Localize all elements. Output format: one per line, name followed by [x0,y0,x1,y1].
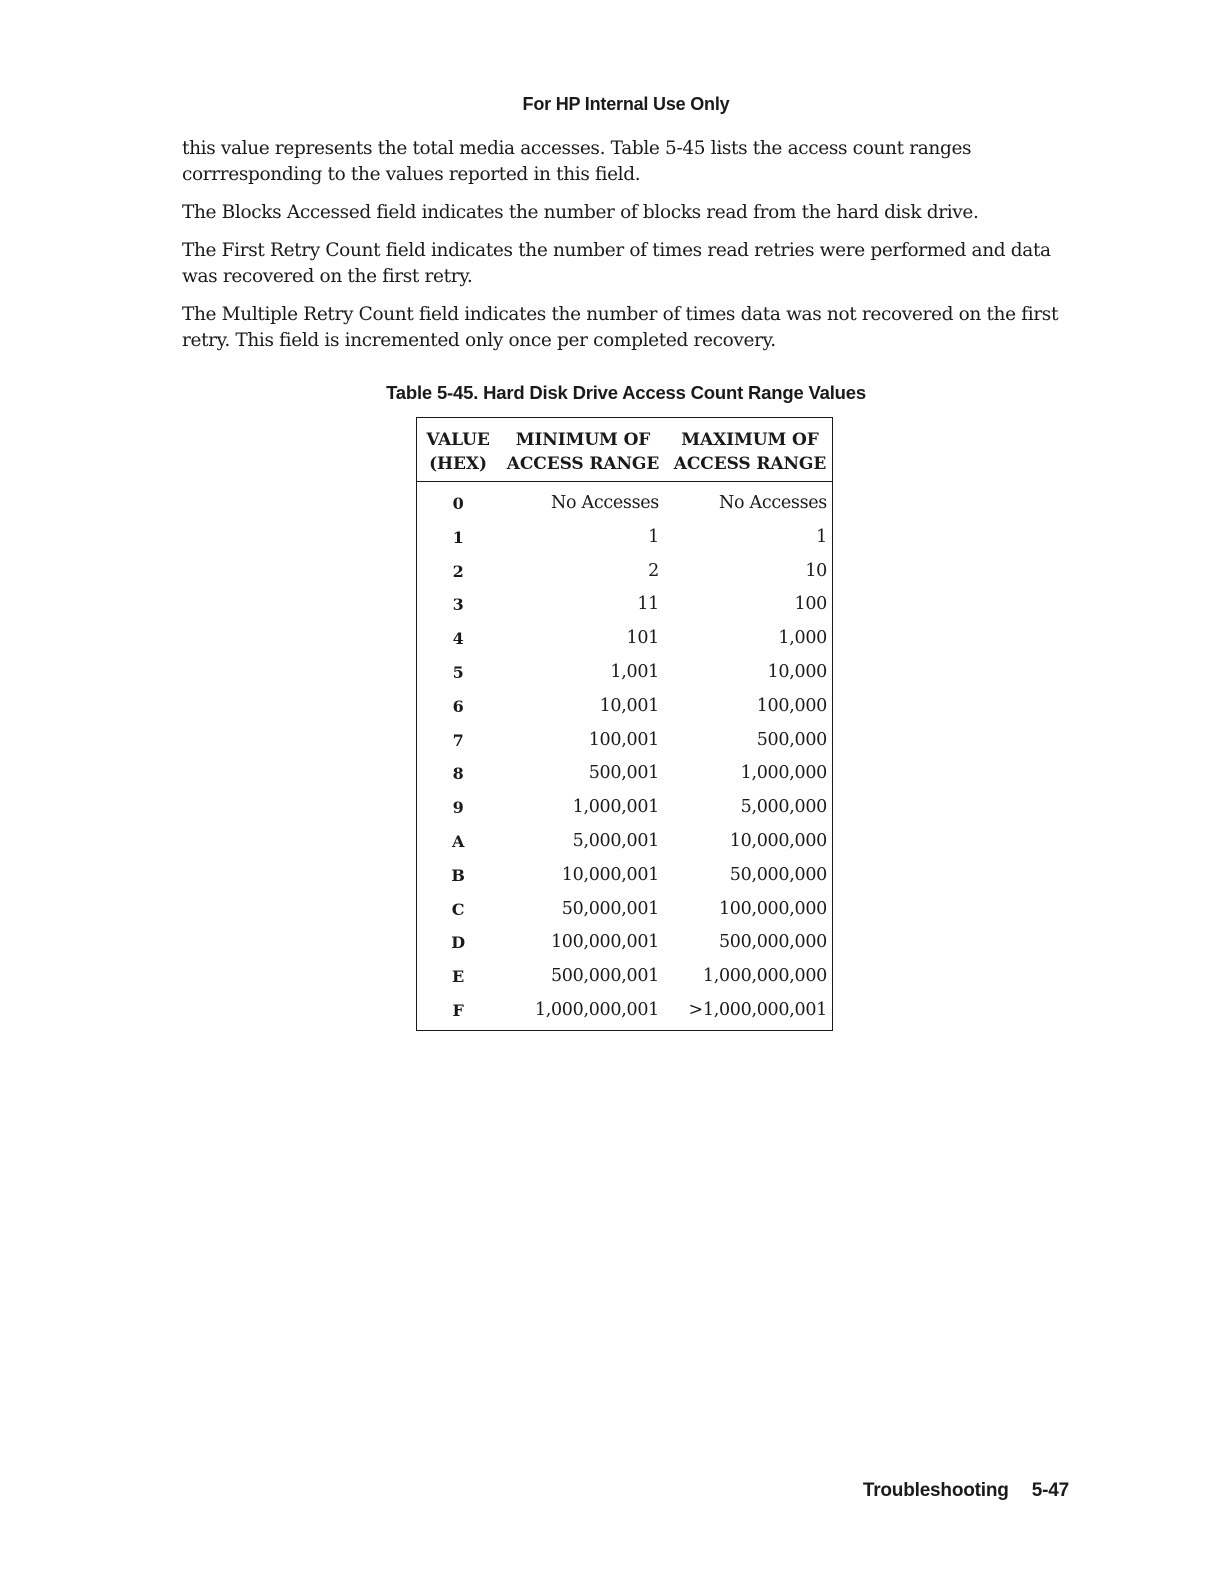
body-text [182,136,1062,366]
cell-maximum: 10,000,000 [729,830,827,851]
cell-minimum: 1,000,000,001 [534,999,659,1020]
cell-value: 5 [452,662,464,682]
cell-maximum: >1,000,000,001 [688,999,827,1020]
cell-minimum: 101 [626,628,659,649]
cell-maximum: 500,000,000 [718,932,827,953]
table-caption: Table 5-45. Hard Disk Drive Access Count Range Values [386,382,866,403]
cell-value: 1 [452,527,464,547]
cell-maximum: 100 [794,594,827,615]
header-value-hex [419,428,497,476]
table-row [417,724,832,758]
cell-value: B [451,865,465,885]
cell-value: 8 [452,764,464,784]
cell-value: 2 [452,561,464,581]
table-row [417,588,832,622]
table-row [417,555,832,589]
cell-minimum: 100,001 [588,729,659,750]
cell-maximum: 10,000 [767,661,827,682]
paragraph: The First Retry Count field indicates the number of times read retries were performed and data was recovered on the first retry. [182,240,1051,287]
cell-minimum: 500,001 [588,763,659,784]
cell-maximum: 100,000 [756,695,827,716]
header-line: MINIMUM OF [515,430,651,450]
cell-maximum: 5,000,000 [740,797,827,818]
header-line: ACCESS RANGE [673,454,827,474]
table-row [417,926,832,960]
cell-value: 0 [452,494,464,513]
header-minimum [501,428,665,476]
table-row [417,656,832,690]
cell-minimum: 50,000,001 [561,898,659,919]
cell-maximum: 10 [805,560,827,581]
table-row [417,622,832,656]
cell-minimum: 1,001 [610,661,659,682]
cell-value: E [452,967,464,987]
cell-maximum: 500,000 [756,729,827,750]
cell-value: D [451,933,465,953]
cell-minimum: 10,001 [599,695,659,716]
cell-minimum: 500,000,001 [550,966,659,987]
table-row [417,690,832,724]
header-line: VALUE [426,430,490,450]
cell-maximum: 1,000 [778,628,827,649]
footer-section-title: Troubleshooting [862,1480,1009,1501]
cell-minimum: 11 [637,594,659,615]
paragraph: this value represents the total media accesses. Table 5-45 lists the access count ranges corrresponding to the values reported in this field. [182,138,972,185]
table-row [417,825,832,859]
page-footer [863,1480,1069,1502]
table-body [417,487,832,1028]
cell-value: 9 [452,798,464,818]
cell-maximum: 1 [816,526,827,547]
table-row [417,859,832,893]
table-row [417,994,832,1028]
cell-maximum: 100,000,000 [718,898,827,919]
cell-value: 6 [452,696,464,716]
cell-minimum: 2 [648,560,659,581]
cell-value: F [452,1000,464,1020]
paragraph: The Multiple Retry Count field indicates the number of times data was not recovered on the first retry. This field is incremented only once per completed recovery. [182,304,1059,351]
cell-value: 3 [452,595,464,615]
cell-minimum: 100,000,001 [550,932,659,953]
table-row [417,960,832,994]
cell-value: A [451,831,465,851]
cell-maximum: No Accesses [718,493,827,513]
table-row [417,757,832,791]
access-count-table [416,417,833,1031]
header-line: ACCESS RANGE [506,454,660,474]
cell-minimum: 1 [648,526,659,547]
table-row [417,791,832,825]
header-maximum [669,428,831,476]
cell-value: 4 [452,629,464,649]
header-line: MAXIMUM OF [681,430,819,450]
cell-maximum: 1,000,000 [740,763,827,784]
cell-minimum: 5,000,001 [572,830,659,851]
table-header [417,418,832,482]
table-row [417,893,832,927]
table-row [417,521,832,555]
cell-maximum: 1,000,000,000 [702,966,827,987]
cell-minimum: No Accesses [550,493,659,513]
paragraph: The Blocks Accessed field indicates the number of blocks read from the hard disk drive. [182,202,979,223]
cell-minimum: 10,000,001 [561,864,659,885]
table-row [417,487,832,521]
page-number: 5-47 [1031,1480,1069,1501]
cell-maximum: 50,000,000 [729,864,827,885]
cell-minimum: 1,000,001 [572,797,659,818]
internal-use-notice: For HP Internal Use Only [522,94,730,114]
cell-value: C [451,899,465,919]
header-line: (HEX) [429,454,487,474]
cell-value: 7 [452,730,464,750]
